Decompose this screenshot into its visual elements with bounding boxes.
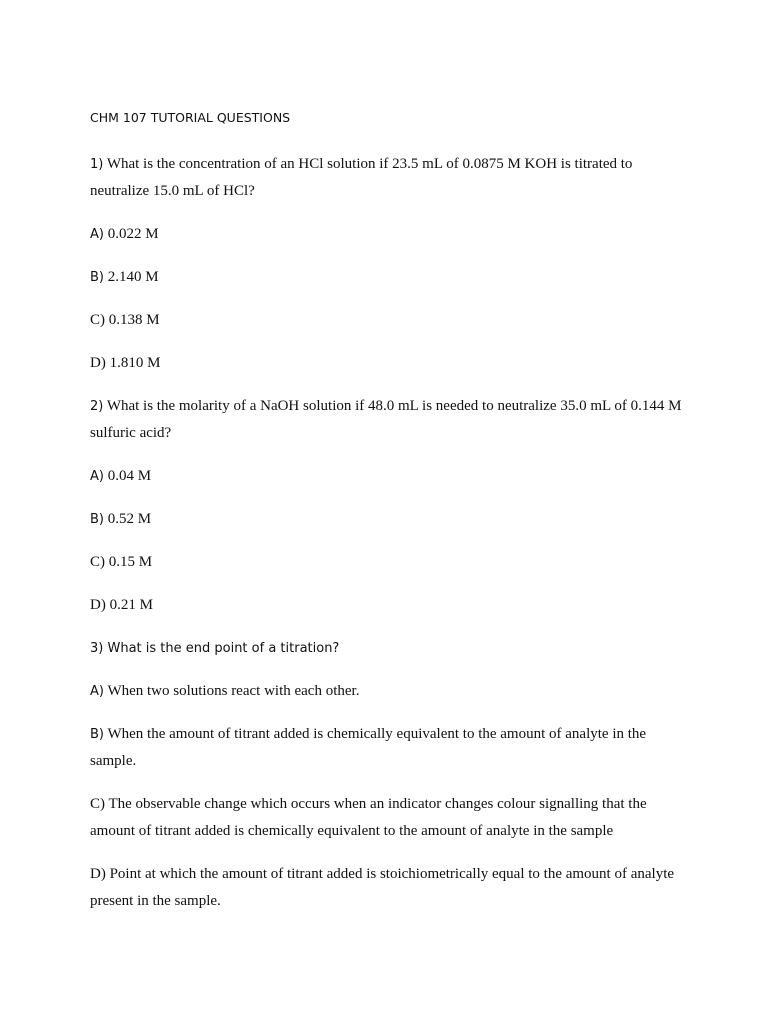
option-letter: C) (90, 796, 105, 812)
option-text: Point at which the amount of titrant added is stoichiometrically equal to the amount of analyte present in the sample. (90, 866, 675, 909)
question-1-option-b (90, 264, 690, 291)
option-text: 1.810 M (105, 355, 161, 371)
question-1 (90, 151, 690, 205)
question-2-option-b (90, 506, 690, 533)
question-1-text: What is the concentration of an HCl solution if 23.5 mL of 0.0875 M KOH is titrated to neutralize 15.0 mL of HCl? (90, 156, 633, 199)
option-letter: D) (90, 866, 106, 882)
question-2-option-d (90, 592, 690, 619)
option-letter: D) (90, 355, 106, 371)
option-text: 0.04 M (103, 468, 152, 484)
option-text: The observable change which occurs when an indicator changes colour signalling that the amount of titrant added is chemically equivalent to the amount of analyte in the sample (90, 796, 647, 839)
option-text: 0.52 M (104, 511, 152, 527)
option-letter: C) (90, 312, 105, 328)
option-text: 0.21 M (105, 597, 153, 613)
question-1-option-c (90, 307, 690, 334)
option-text: 0.138 M (105, 312, 160, 328)
option-text: 0.022 M (103, 226, 159, 242)
question-3-option-a (90, 678, 690, 705)
document-title: CHM 107 TUTORIAL QUESTIONS (90, 110, 291, 125)
question-3-option-b (90, 721, 690, 775)
question-2-option-a (90, 463, 690, 490)
option-letter: A) (90, 227, 104, 242)
question-2-text: What is the molarity of a NaOH solution if 48.0 mL is needed to neutralize 35.0 mL of 0.144 M sulfuric acid? (90, 398, 682, 441)
option-letter: D) (90, 597, 106, 613)
option-letter: B) (90, 727, 104, 742)
question-2-number: 2) (90, 399, 104, 414)
option-letter: A) (90, 469, 104, 484)
option-text: When the amount of titrant added is chemically equivalent to the amount of analyte in the sample. (90, 726, 647, 769)
question-3-option-d (90, 861, 690, 915)
option-letter: B) (90, 512, 104, 527)
document-page (90, 107, 690, 931)
option-text: When two solutions react with each other. (103, 683, 360, 699)
question-2-option-c (90, 549, 690, 576)
option-letter: C) (90, 554, 105, 570)
question-1-option-a (90, 221, 690, 248)
question-1-option-d (90, 350, 690, 377)
question-3-number: 3) (90, 641, 104, 656)
option-letter: A) (90, 684, 104, 699)
question-3-text: What is the end point of a titration? (103, 641, 340, 656)
question-3-option-c (90, 791, 690, 845)
question-1-number: 1) (90, 157, 104, 172)
option-letter: B) (90, 270, 104, 285)
question-2 (90, 393, 690, 447)
question-3 (90, 635, 690, 662)
option-text: 2.140 M (104, 269, 159, 285)
option-text: 0.15 M (105, 554, 153, 570)
